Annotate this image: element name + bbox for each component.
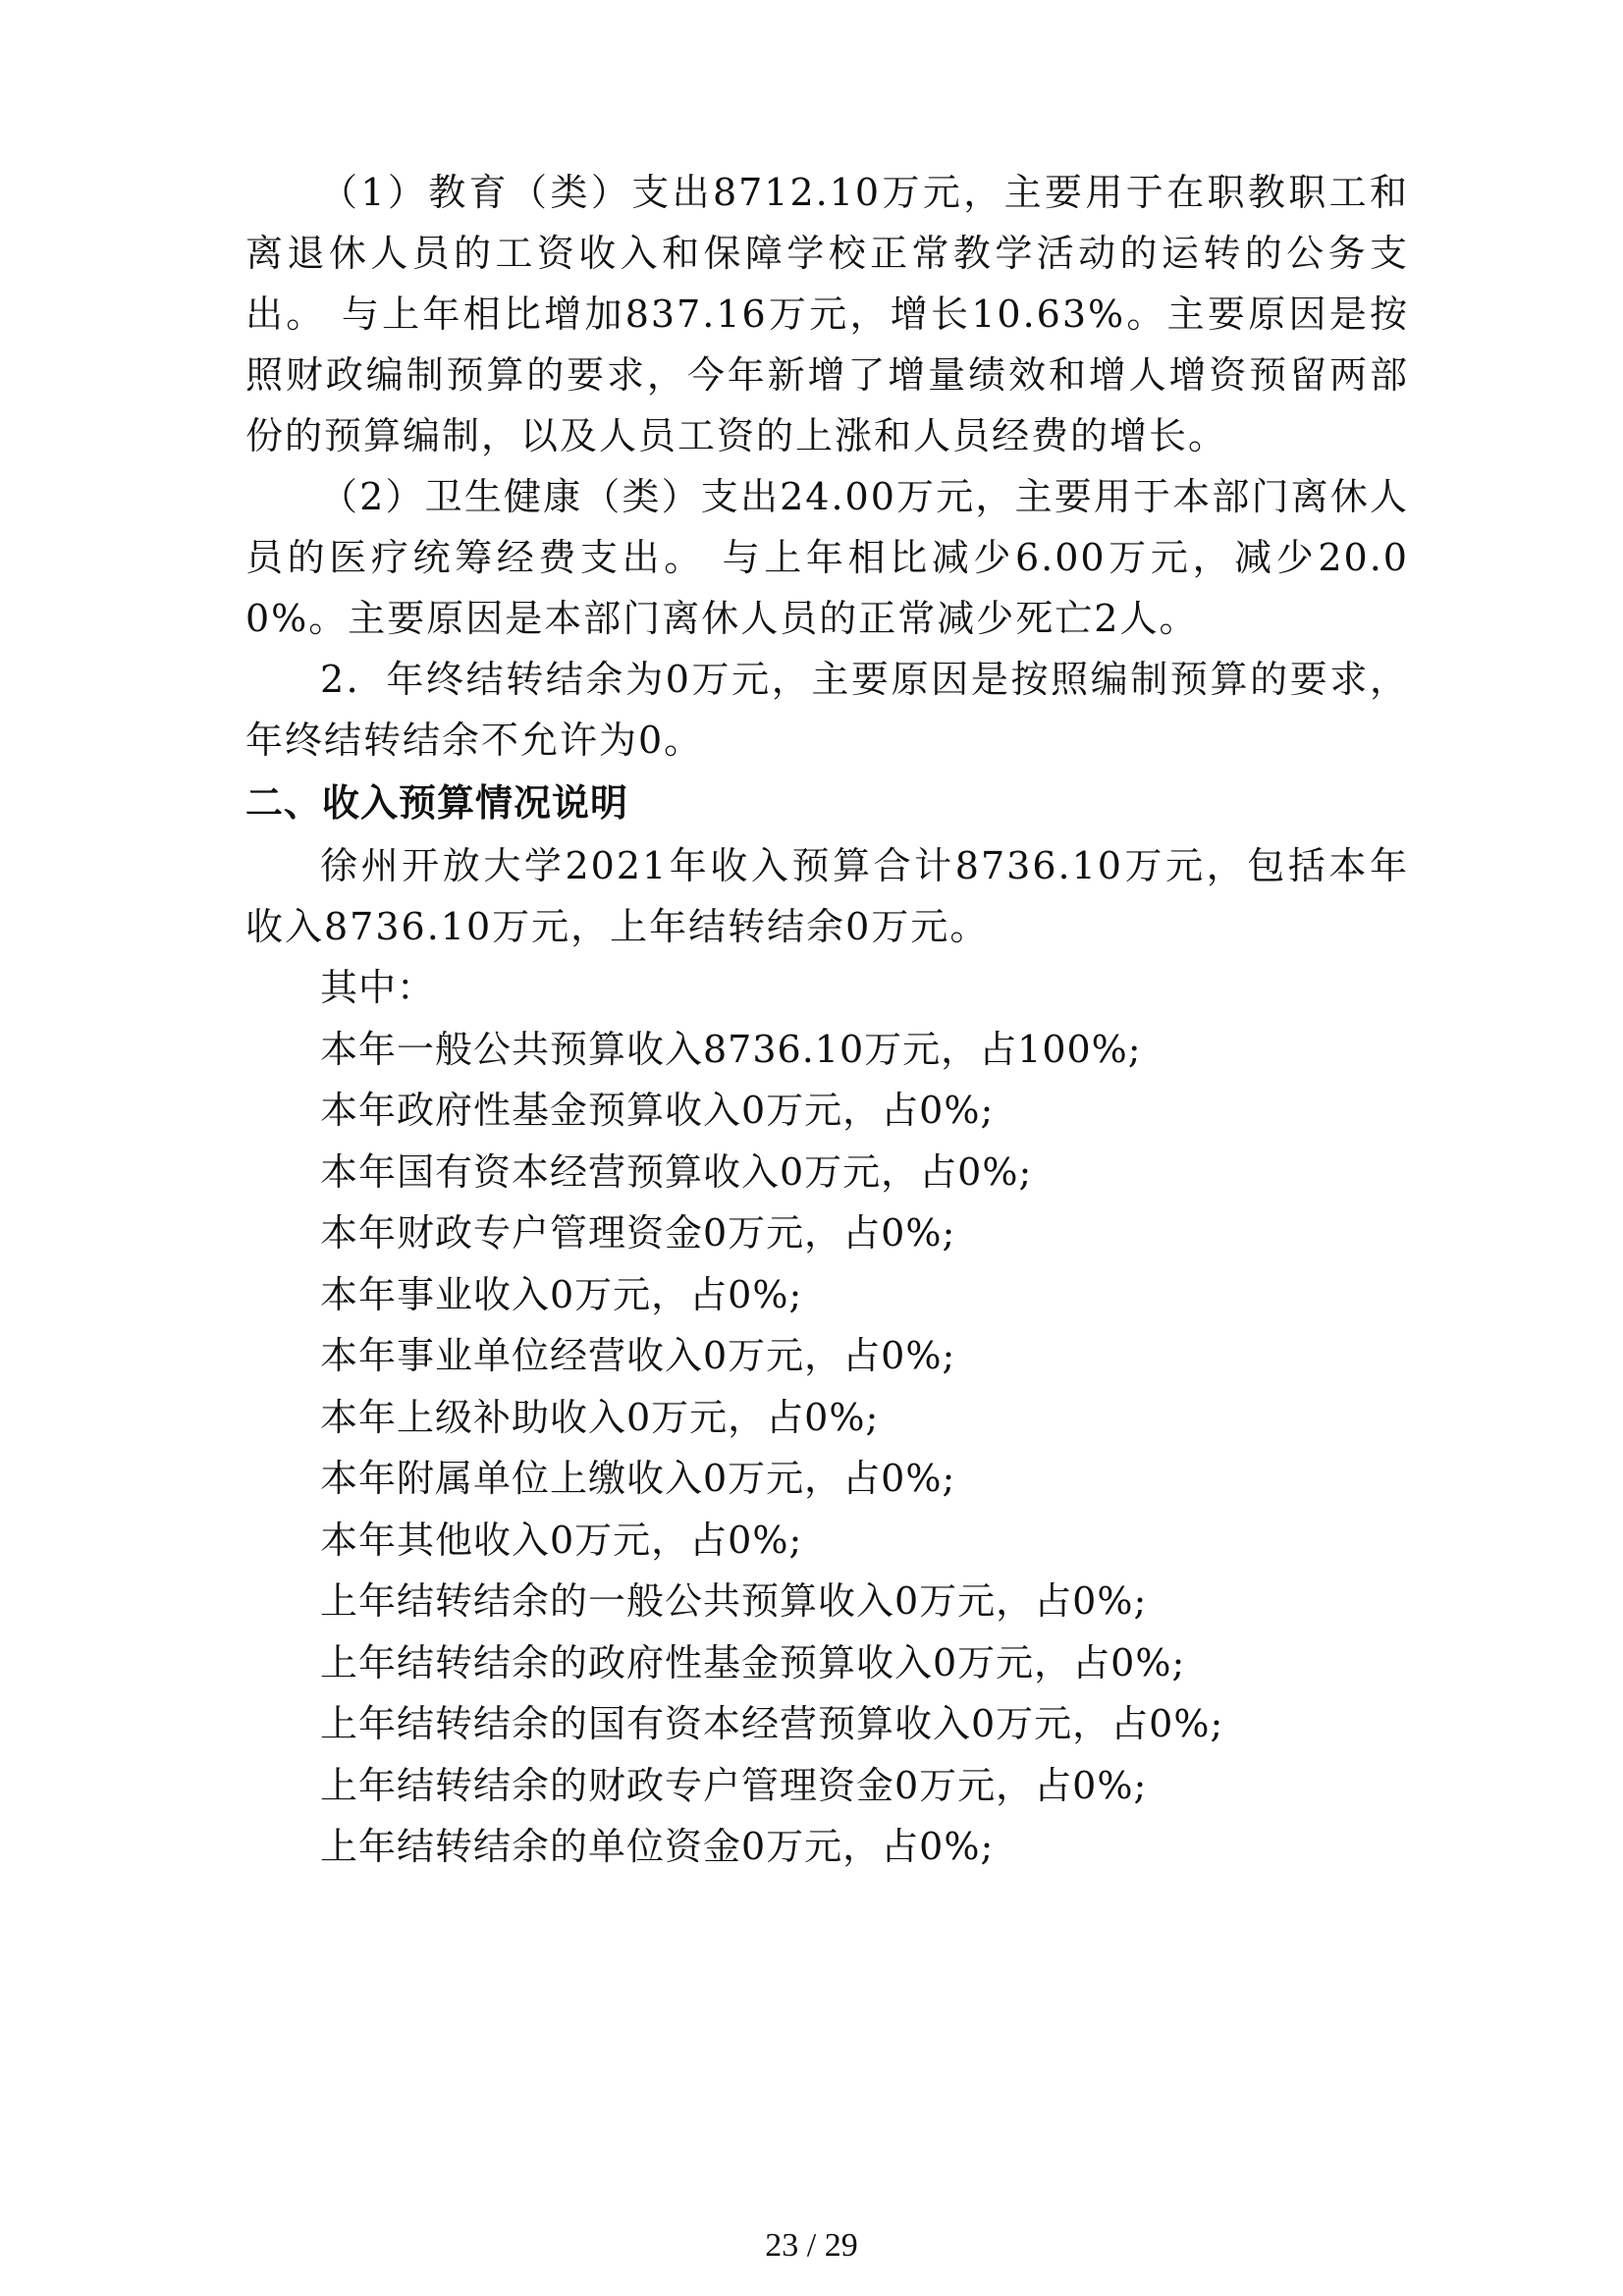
income-item: 本年国有资本经营预算收入0万元，占0%; xyxy=(320,1149,1033,1194)
income-item: 本年一般公共预算收入8736.10万元，占100%; xyxy=(320,1027,1142,1071)
paragraph-year-end-balance: 2．年终结转结余为0万元，主要原因是按照编制预算的要求，年终结转结余不允许为0。 xyxy=(245,658,1409,762)
income-item: 本年其他收入0万元，占0%; xyxy=(320,1518,803,1562)
income-item: 本年事业单位经营收入0万元，占0%; xyxy=(320,1334,956,1377)
paragraph-income-summary: 徐州开放大学2021年收入预算合计8736.10万元，包括本年收入8736.10万元，上年结转结余0万元。 xyxy=(245,844,1409,948)
income-item: 上年结转结余的财政专户管理资金0万元，占0%; xyxy=(320,1763,1148,1807)
income-item-list xyxy=(245,1019,1409,1878)
section-heading-income-budget: 二、收入预算情况说明 xyxy=(245,781,629,825)
income-item: 上年结转结余的政府性基金预算收入0万元，占0%; xyxy=(320,1640,1186,1684)
page-number: 23 / 29 xyxy=(765,2227,858,2264)
income-item: 本年财政专户管理资金0万元，占0%; xyxy=(320,1211,956,1255)
paragraph-health-expenditure: （2）卫生健康（类）支出24.00万元，主要用于本部门离休人员的医疗统筹经费支出。 与上年相比减少6.00万元，减少20.00%。主要原因是本部门离休人员的正常减少死亡2人。 xyxy=(245,475,1409,640)
page-content xyxy=(245,162,1409,1878)
income-item: 本年附属单位上缴收入0万元，占0%; xyxy=(320,1457,956,1500)
income-item: 上年结转结余的单位资金0万元，占0%; xyxy=(320,1825,995,1868)
income-item: 上年结转结余的一般公共预算收入0万元，占0%; xyxy=(320,1579,1148,1623)
income-item: 本年事业收入0万元，占0%; xyxy=(320,1272,803,1316)
paragraph-education-expenditure: （1）教育（类）支出8712.10万元，主要用于在职教职工和离退休人员的工资收入和保障学校正常教学活动的运转的公务支出。 与上年相比增加837.16万元，增长10.63%。主要原因是按照财政编制预算的要求，今年新增了增量绩效和增人增资预留两部份的预算编制，以及人员工资的上涨和人员经费的增长。 xyxy=(245,171,1409,457)
income-item: 上年结转结余的国有资本经营预算收入0万元，占0%; xyxy=(320,1702,1224,1745)
income-item: 本年上级补助收入0万元，占0%; xyxy=(320,1395,880,1439)
income-intro: 其中： xyxy=(320,966,436,1009)
income-item: 本年政府性基金预算收入0万元，占0%; xyxy=(320,1089,995,1132)
